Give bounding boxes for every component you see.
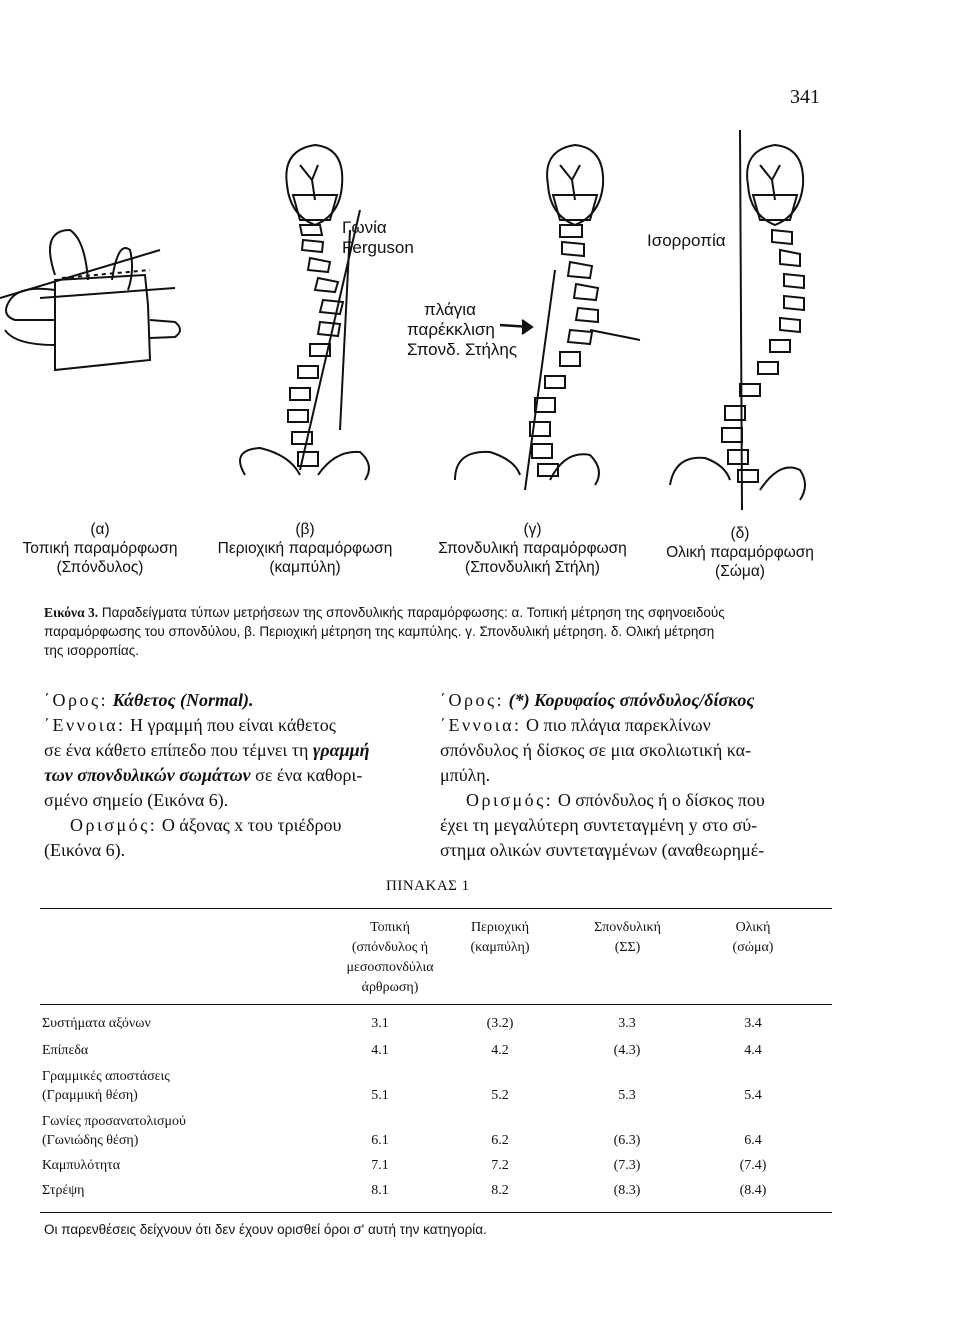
table-title: ΠΙΝΑΚΑΣ 1 [386,878,470,894]
table-row: Καμπυλότητα 7.1 7.2 (7.3) (7.4) [42,1158,767,1173]
table-row: Στρέψη 8.1 8.2 (8.3) (8.4) [42,1183,767,1198]
header-regional: Περιοχική (καμπύλη) [470,920,530,955]
ferguson-label-2: Ferguson [342,238,414,257]
vertebra-drawing [0,230,180,370]
table-bottom-rule [40,1212,832,1213]
table-footnote: Οι παρενθέσεις δείχνουν ότι δεν έχουν ορισθεί όροι σ' αυτή την κατηγορία. [44,1222,487,1237]
table-row: Γραμμικές αποστάσεις (Γραμμική θέση) 5.1 5.2 5.3 5.4 [42,1069,762,1103]
table-row: Συστήματα αξόνων 3.1 (3.2) 3.3 3.4 [42,1016,762,1031]
table-row: Γωνίες προσανατολισμού (Γωνιώδης θέση) 6.1 6.2 (6.3) 6.4 [42,1114,762,1148]
header-local: Τοπική (σπόνδυλος ή μεσοσπονδύλια άρθρωση) [346,920,434,995]
spine-curve-b [240,145,369,480]
spine-curve-d [670,130,805,510]
tilt-label-2: παρέκκλιση [407,320,495,339]
table-top-rule [40,908,832,909]
panel-caption-a: (α) Τοπική παραμόρφωση (Σπόνδυλος) [22,521,178,576]
right-column: ΄Ορος: (*) Κορυφαίος σπόνδυλος/δίσκος ΄Εννοια: Ο πιο πλάγια παρεκλίνων σπόνδυλος ή δίσκος σε μια σκολιωτική κα- μπύλη. Ορισμός: Ο σπόνδυλος ή ο δίσκος που έχει τη μεγαλύτερη συντεταγμένη y στο σύ- στημα ολικών συντεταγμένων (αναθεωρημέ- [440,690,765,860]
panel-caption-b: (β) Περιοχική παραμόρφωση (καμπύλη) [217,521,393,576]
ferguson-label-1: Γωνία [342,218,387,237]
left-column: ΄Ορος: Κάθετος (Normal). ΄Εννοια: Η γραμμή που είναι κάθετος σε ένα κάθετο επίπεδο που τέμνει τη γραμμή των σπονδυλικών σωμάτων σε ένα καθορι- σμένο σημείο (Εικόνα 6). Ορισμός: Ο άξονας x του τριέδρου (Εικόνα 6). [44,690,370,860]
panel-caption-c: (γ) Σπονδυλική παραμόρφωση (Σπονδυλική Στήλη) [438,521,627,576]
tilt-label-3: Σπονδ. Στήλης [407,340,518,359]
figure-caption: Εικόνα 3. Παραδείγματα τύπων μετρήσεων της σπονδυλικής παραμόρφωσης: α. Τοπική μέτρηση της σφηνοειδούς παραμόρφωσης του σπονδύλου, β. Περιοχική μέτρηση της καμπύλης. γ. Σπονδυλική μέτρηση. δ. Ολική μέτρηση της ισορροπίας. [44,605,725,658]
table-header-rule [40,1004,832,1005]
tilt-label-1: πλάγια [424,300,476,319]
header-global: Ολική (σώμα) [732,920,774,955]
table-row: Επίπεδα 4.1 4.2 (4.3) 4.4 [42,1043,762,1058]
panel-caption-d: (δ) Ολική παραμόρφωση (Σώμα) [666,525,814,580]
page-number: 341 [790,86,820,108]
header-spinal: Σπονδυλική (ΣΣ) [594,920,661,955]
spine-curve-c [455,145,640,490]
balance-label: Ισορροπία [647,231,726,250]
